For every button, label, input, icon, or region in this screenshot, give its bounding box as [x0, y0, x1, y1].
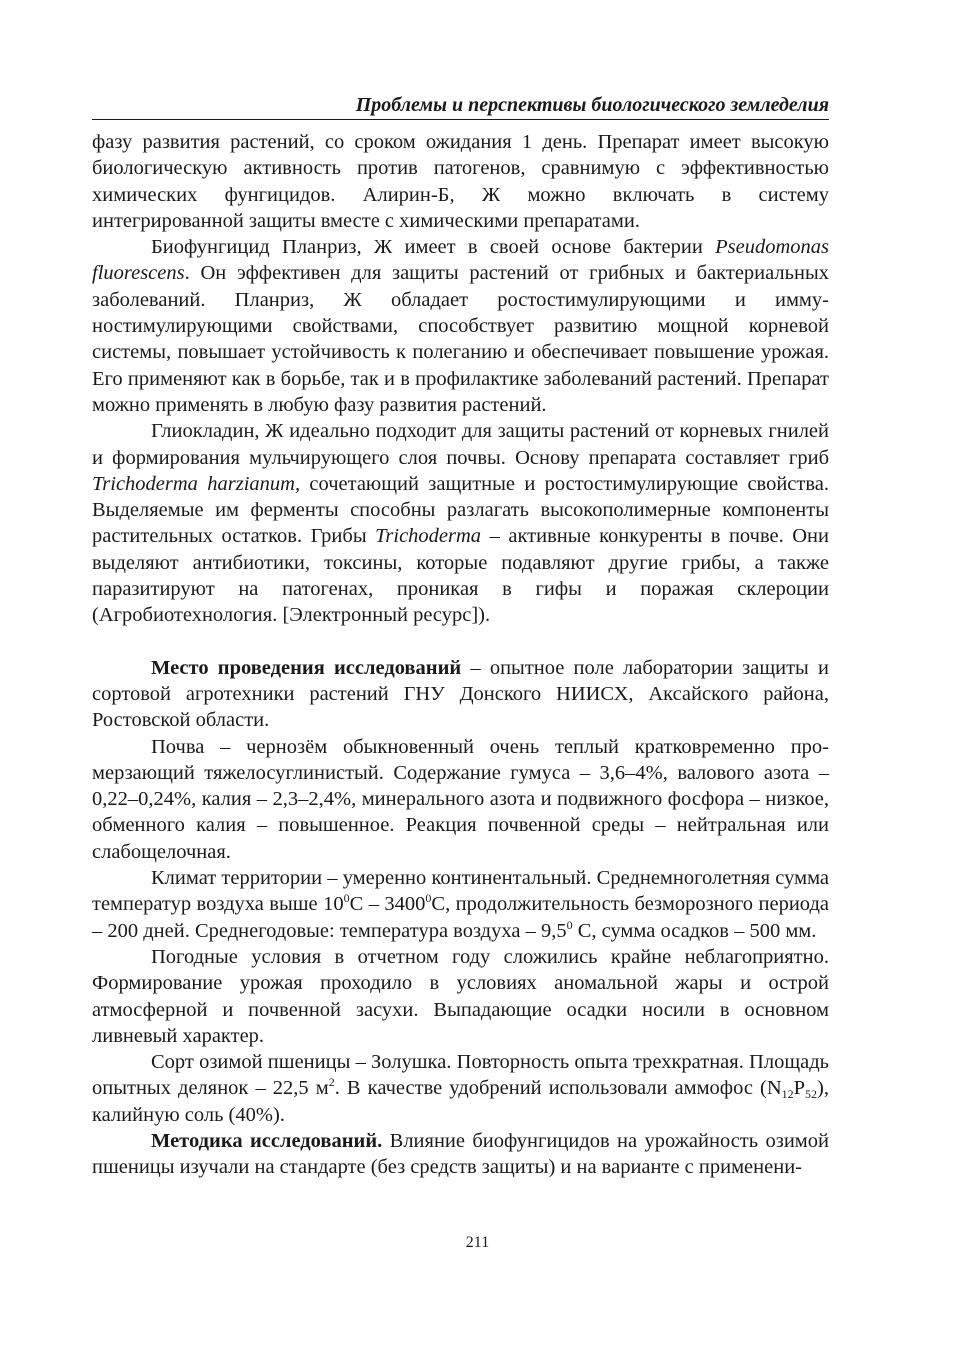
paragraph-methodology — [92, 1128, 829, 1181]
subscript: 52 — [805, 1087, 818, 1102]
superscript: 0 — [425, 891, 432, 906]
paragraph-text: Сорт озимой пшеницы – Золушка. Повторность опыта трехкратная. Площадь опытных делянок – 22,5 м — [92, 1051, 829, 1100]
paragraph-planriz — [92, 234, 829, 418]
header-rule — [92, 119, 829, 120]
paragraph-text: – опытное поле лаборатории защиты и сортовой агротехники растений ГНУ Донского НИИСХ, Аксайского района, Ростовской области. — [92, 656, 829, 732]
section-heading: Место проведения исследований — [151, 656, 462, 679]
paragraph-gliokladin — [92, 418, 829, 628]
species-name: Trichoderma — [375, 525, 482, 548]
paragraph-weather: Погодные условия в отчетном году сложились крайне неблагоприятно. Формирование урожая проходило в условиях аномальной жары и острой атмосферной и почвенной засухи. Выпадающие осадки носили в основном ливневый характер. — [92, 945, 829, 1047]
paragraph-text: С, сумма осадков – 500 мм. — [572, 919, 817, 942]
paragraph-text: . Он эффективен для защиты растений от грибных и бактериальных заболеваний. Планриз, Ж обладает ростостимулирующими и иммуностимулирующими свойствами, способствует развитию мощной корневой системы, повышает устойчивость к полеганию и обеспечивает повышение урожая. Его применяют как в борьбе, так и в профилактике заболеваний растений. Препарат можно применять в любую фазу развития растений. — [92, 262, 829, 416]
paragraph-text: С, продолжительность безморозного периода – 200 дней. Среднегодовые: температура воздуха – 9,5 — [92, 893, 829, 942]
subscript: 12 — [781, 1087, 794, 1102]
paragraph-text: С – 3400 — [349, 893, 426, 916]
species-name: Pseudomonas fluorescens — [92, 236, 829, 285]
page-number: 211 — [465, 1234, 490, 1251]
paragraph-text: ), калийную соль (40%). — [92, 1077, 829, 1126]
paragraph-text: . В качестве удобрений использовали аммофос (N — [334, 1077, 782, 1100]
paragraph-text: – активные конкуренты в почве. Они выделяют антибиотики, токсины, которые подавляют другие грибы, а также паразитируют на патогенах, проникая в гифы и поражая склероции (Агробиотехнология. [Электронный ресурс]). — [92, 525, 829, 627]
superscript: 2 — [328, 1075, 335, 1090]
paragraph-soil: Почва – чернозём обыкновенный очень теплый кратковременно промерзающий тяжелосуглинистый. Содержание гумуса – 3,6–4%, валового азота – 0,22–0,24%, калия – 2,3–2,4%, минерального азота и подвижного фосфора – низкое, обменного калия – повышенное. Реакция почвенной среды – нейтральная или слабощелочная. — [92, 735, 829, 863]
paragraph-text: Климат территории – умеренно континентальный. Среднемноголетняя сумма температур воздуха выше 10 — [92, 867, 829, 916]
paragraph-text: сочетающий защитные и ростостимулирующие свойства. Выделяемые им ферменты способны разлагать высокополимерные компоненты растительных остатков. Грибы — [92, 472, 829, 548]
paragraph-variety — [92, 1049, 829, 1128]
paragraph-text: Биофунгицид Планриз, Ж имеет в своей основе бактерии — [151, 236, 716, 259]
running-title: Проблемы и перспективы биологического земледелия — [355, 94, 829, 116]
paragraph-text: P — [793, 1077, 806, 1100]
paragraph-location — [92, 655, 829, 734]
superscript: 0 — [566, 917, 573, 932]
paragraph-text: Глиокладин, Ж идеально подходит для защиты растений от корневых гнилей и формирования мульчирующего слоя почвы. Основу препарата составляет гриб — [92, 420, 829, 469]
paragraph-text: Влияние биофунгицидов на урожайность озимой пшеницы изучали на стандарте (без средств защиты) и на варианте с применени- — [92, 1129, 829, 1179]
species-name: Trichoderma harzianum, — [92, 472, 301, 495]
paragraph-alirin: фазу развития растений, со сроком ожидания 1 день. Препарат имеет высокую биологическую активность против патогенов, сравнимую с эффективностью химических фунгицидов. Алирин-Б, Ж можно включать в систему интегрированной защиты вместе с химическими препаратами. — [92, 131, 829, 232]
body-text — [92, 129, 829, 1181]
section-heading: Методика исследований. — [151, 1129, 383, 1152]
paragraph-climate — [92, 865, 829, 944]
superscript: 0 — [343, 891, 350, 906]
